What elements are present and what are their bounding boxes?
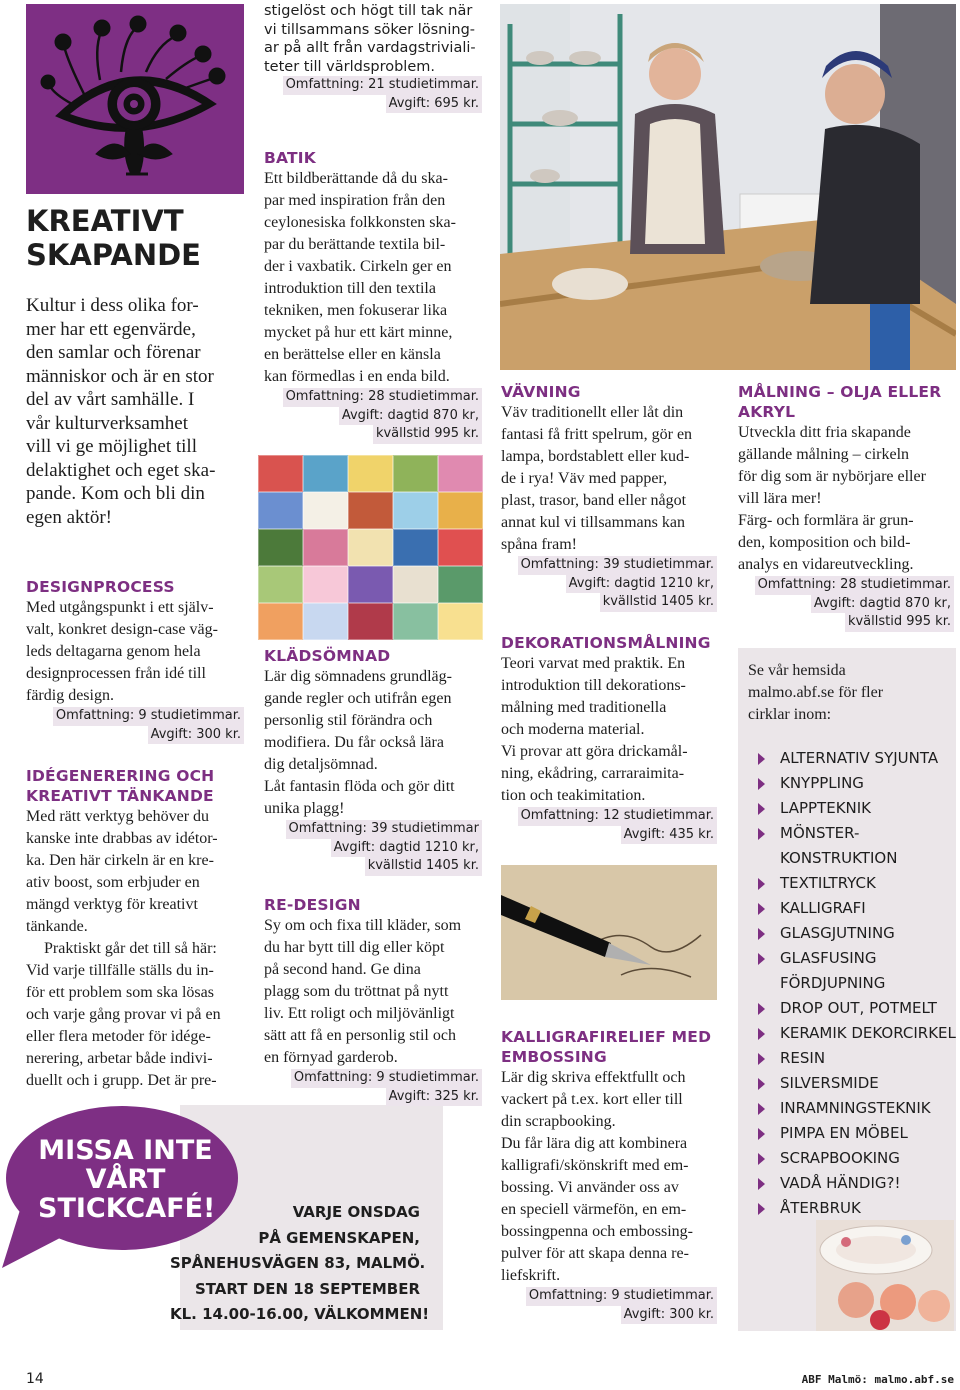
body-line: tion och teakimitation. — [501, 787, 646, 804]
body-line: fantasi få fritt spelrum, gör en — [501, 426, 693, 443]
quilt-patch — [258, 566, 303, 603]
meta-fee-evening: kvällstid 1405 kr. — [600, 593, 717, 612]
body-line: ar på allt från vardagstriviali- — [264, 40, 476, 56]
intro-line: vill vi ge möjlighet till — [26, 436, 197, 457]
quilt-patch — [258, 603, 303, 640]
intro-line: Kultur i dess olika for- — [26, 295, 199, 316]
circle-list-label: DROP OUT, POTMELT — [780, 999, 937, 1017]
title-line: SKAPANDE — [26, 238, 201, 272]
circle-list-label: TEXTILTRYCK — [780, 874, 876, 892]
intro-line: pande. Kom och bli din — [26, 483, 205, 504]
intro-line: människor och är en stor — [26, 365, 214, 387]
circle-list-item — [754, 771, 956, 796]
quilt-patch — [303, 455, 348, 492]
triangle-bullet-icon — [758, 928, 765, 940]
body-line: introduktion till dekorations- — [501, 677, 686, 694]
redesign-section — [264, 895, 482, 1106]
triangle-bullet-icon — [758, 1003, 765, 1015]
circle-list-item — [754, 1121, 956, 1146]
circle-list-label: RESIN — [780, 1049, 826, 1067]
box-line: malmo.abf.se för fler — [748, 684, 884, 701]
course-meta — [26, 707, 244, 744]
quilt-patch — [348, 566, 393, 603]
triangle-bullet-icon — [758, 903, 765, 915]
heading-line: AKRYL — [738, 403, 796, 421]
quilt-patch — [348, 603, 393, 640]
quilt-patch — [438, 529, 483, 566]
teacup-photo — [816, 1220, 954, 1331]
body-line: målning med traditionella — [501, 699, 667, 716]
box-line: cirklar inom: — [748, 706, 832, 723]
circle-list-label: GLASGJUTNING — [780, 924, 895, 942]
circle-list-label: VADÅ HÄNDIG?! — [780, 1174, 901, 1192]
body-line: sätt att få en personlig stil och — [264, 1027, 456, 1044]
quilt-patch — [393, 492, 438, 529]
meta-scope: Omfattning: 12 studietimmar. — [518, 807, 717, 826]
intro-line: den samlar och förenar — [26, 342, 201, 363]
more-circles-box — [738, 648, 956, 1331]
body-line: ka. Den här cirkeln är en kre- — [26, 852, 214, 869]
body-line: en förnyad garderob. — [264, 1049, 398, 1066]
section-heading: VÄVNING — [501, 383, 581, 401]
quilt-patch — [258, 529, 303, 566]
course-meta — [264, 388, 482, 444]
section-heading — [501, 1027, 717, 1067]
body-line: unika plagg! — [264, 800, 345, 817]
title-line: KREATIVT — [26, 204, 184, 238]
triangle-bullet-icon — [758, 828, 765, 840]
footer-source: ABF Malmö: malmo.abf.se — [801, 1373, 954, 1386]
logo-panel — [26, 4, 244, 194]
bubble-line: VÅRT — [85, 1164, 166, 1195]
col2-top-text — [264, 2, 482, 113]
intro-line: egen aktör! — [26, 506, 112, 528]
quilt-patch — [438, 566, 483, 603]
body-line: Teori varvat med praktik. En — [501, 655, 686, 672]
quilt-patch — [303, 603, 348, 640]
body-line: Lär dig skriva effektfullt och — [501, 1069, 686, 1086]
fountain-pen-photo — [501, 865, 717, 1000]
body-line: Med rätt verktyg behöver du — [26, 808, 210, 825]
quilt-patch — [348, 455, 393, 492]
body-line: spåna fram! — [501, 536, 577, 553]
body-line: eller flera metoder för idége- — [26, 1028, 211, 1045]
body-line: ativ boost, som erbjuder en — [26, 874, 200, 891]
course-meta — [264, 1069, 482, 1106]
malning-section — [738, 382, 954, 632]
course-meta — [264, 76, 482, 113]
meta-fee: Avgift: dagtid 1210 kr, — [331, 839, 482, 858]
body-line: leds deltagarna genom hela — [26, 643, 201, 660]
triangle-bullet-icon — [758, 1078, 765, 1090]
circle-list-label: KERAMIK DEKORCIRKEL — [780, 1024, 956, 1042]
body-line: Lär dig sömnadens grundläg- — [264, 668, 452, 685]
triangle-bullet-icon — [758, 1103, 765, 1115]
body-line: Med utgångspunkt i ett själv- — [26, 599, 214, 616]
body-line: Ett bildberättande då du ska- — [264, 170, 448, 187]
heading-line: KALLIGRAFIRELIEF MED — [501, 1028, 712, 1046]
body-line: mycket på hur ett kärt minne, — [264, 324, 453, 341]
body-line: en berättelse eller en känsla — [264, 346, 441, 363]
meta-fee: Avgift: 435 kr. — [621, 826, 717, 845]
intro-section — [26, 204, 246, 529]
circle-list-label: SCRAPBOOKING — [780, 1149, 900, 1167]
bubble-line: STICKCAFÉ! — [38, 1193, 216, 1224]
heading-line: KREATIVT TÄNKANDE — [26, 787, 214, 805]
intro-line: del av vårt samhälle. I — [26, 389, 195, 410]
body-line: Du får lära dig att kombinera — [501, 1135, 688, 1152]
triangle-bullet-icon — [758, 1203, 765, 1215]
body-line: på second hand. Ge dina — [264, 961, 421, 978]
body-line: gande regler och utifrån egen — [264, 690, 452, 707]
body-line: pulver för att skapa denna re- — [501, 1245, 689, 1262]
body-line: Låt fantasin flöda och gör ditt — [264, 778, 455, 795]
body-line: liv. Ett roligt och miljövänligt — [264, 1005, 455, 1022]
body-line: tänkande. — [26, 918, 88, 935]
meta-scope: Omfattning: 9 studietimmar. — [53, 707, 244, 726]
quilt-patch — [438, 603, 483, 640]
body-line: den, komposition och bild- — [738, 534, 911, 551]
body-line: färdig design. — [26, 687, 114, 704]
triangle-bullet-icon — [758, 778, 765, 790]
circle-list-item — [754, 1096, 956, 1121]
body-line: par med inspiration från den — [264, 192, 446, 209]
section-heading — [26, 766, 246, 806]
body-line: kan förmedlas i en enda bild. — [264, 368, 450, 385]
page-title — [26, 204, 246, 272]
body-line: Färg- och formlära är grun- — [738, 512, 914, 529]
meta-scope: Omfattning: 39 studietimmar. — [518, 556, 717, 575]
quilt-patch — [348, 529, 393, 566]
triangle-bullet-icon — [758, 953, 765, 965]
body-line: Utveckla ditt fria skapande — [738, 424, 911, 441]
pottery-photo — [500, 4, 956, 370]
section-heading: BATIK — [264, 149, 316, 167]
triangle-bullet-icon — [758, 803, 765, 815]
dekorationsmalning-section — [501, 633, 717, 844]
body-line: din scrapbooking. — [501, 1113, 616, 1130]
body-line: designprocessen från idé till — [26, 665, 206, 682]
circle-list-item — [754, 946, 956, 996]
body-line: en speciell värmefön, en em- — [501, 1201, 687, 1218]
circle-list-label: KNYPPLING — [780, 774, 864, 792]
intro-line: mer har ett egenvärde, — [26, 318, 196, 340]
course-meta — [501, 807, 717, 844]
quilt-patch — [438, 492, 483, 529]
quilt-photo — [258, 455, 483, 640]
teacup-illustration — [816, 1220, 954, 1331]
section-heading: RE-DESIGN — [264, 896, 361, 914]
meta-scope: Omfattning: 28 studietimmar. — [755, 576, 954, 595]
batik-section — [264, 148, 482, 444]
meta-fee-evening: kvällstid 995 kr. — [845, 613, 954, 632]
circle-list-item — [754, 1196, 956, 1221]
info-line: PÅ GEMENSKAPEN, — [258, 1228, 420, 1247]
circle-list-item — [754, 1171, 956, 1196]
info-line: SPÅNEHUSVÄGEN 83, MALMÖ. — [170, 1254, 426, 1272]
intro-line: delaktighet och eget ska- — [26, 459, 216, 481]
body-line: vi tillsammans söker lösning- — [264, 21, 476, 38]
info-line: KL. 14.00-16.00, VÄLKOMMEN! — [170, 1305, 430, 1323]
intro-line: vår kulturverksamhet — [26, 412, 188, 434]
triangle-bullet-icon — [758, 1178, 765, 1190]
section-heading: DEKORATIONSMÅLNING — [501, 634, 711, 652]
triangle-bullet-icon — [758, 1128, 765, 1140]
intro-text — [26, 294, 246, 529]
circle-list-label: PIMPA EN MÖBEL — [780, 1124, 908, 1142]
circle-list-label: MÖNSTER- KONSTRUKTION — [780, 824, 898, 867]
body-line: annat kul vi tillsammans kan — [501, 514, 685, 531]
meta-fee: Avgift: dagtid 1210 kr, — [566, 575, 717, 594]
circle-list-item — [754, 796, 956, 821]
quilt-patch — [348, 492, 393, 529]
stickcafe-info — [170, 1200, 430, 1328]
body-line: par du berättande textila bil- — [264, 236, 446, 253]
quilt-patch — [258, 455, 303, 492]
circle-list-label: INRAMNINGSTEKNIK — [780, 1099, 931, 1117]
body-line: för ett problem som ska lösas — [26, 984, 214, 1001]
course-meta — [501, 1287, 717, 1324]
circle-list-item — [754, 921, 956, 946]
body-line: och varje gång provar vi på en — [26, 1006, 221, 1023]
body-line: der i vaxbatik. Cirkeln ger en — [264, 258, 452, 275]
body-line: bossingpenna och embossing- — [501, 1223, 693, 1240]
triangle-bullet-icon — [758, 878, 765, 890]
section-heading: KLÄDSÖMNAD — [264, 647, 391, 665]
meta-fee: Avgift: 300 kr. — [148, 726, 244, 745]
meta-fee: Avgift: 300 kr. — [621, 1306, 717, 1325]
body-line: de i rya! Väv med papper, — [501, 470, 668, 487]
heading-line: EMBOSSING — [501, 1048, 607, 1066]
meta-fee: Avgift: dagtid 870 kr, — [339, 407, 482, 426]
course-meta — [501, 556, 717, 612]
body-line: Praktiskt går det till så här: — [44, 940, 217, 957]
body-line: introduktion till den textila — [264, 280, 436, 297]
bubble-line: MISSA INTE — [38, 1135, 213, 1166]
triangle-bullet-icon — [758, 753, 765, 765]
eye-flower-logo — [26, 4, 244, 194]
circle-list-label: ALTERNATIV SYJUNTA — [780, 749, 939, 767]
heading-line: IDÉGENERERING OCH — [26, 767, 215, 785]
circle-list-label: ÅTERBRUK — [780, 1199, 861, 1217]
body-line: teter till världsproblem. — [264, 58, 435, 75]
body-line: modifiera. Du får också lära — [264, 734, 444, 751]
body-line: vackert på t.ex. kort eller till — [501, 1091, 683, 1108]
kalligrafi-section — [501, 1027, 717, 1324]
quilt-patch — [393, 603, 438, 640]
pottery-illustration — [500, 4, 956, 370]
meta-fee: Avgift: 695 kr. — [386, 95, 482, 114]
body-line: du har bytt till dig eller köpt — [264, 939, 445, 956]
body-line: Sy om och fixa till kläder, som — [264, 917, 462, 934]
circle-list-item — [754, 1146, 956, 1171]
triangle-bullet-icon — [758, 1028, 765, 1040]
body-line: tekniken, men fokuserar lika — [264, 302, 448, 319]
meta-scope: Omfattning: 21 studietimmar. — [283, 76, 482, 95]
body-line: gällande målning – cirkeln — [738, 446, 910, 463]
body-line: nerering, arbetar både indivi- — [26, 1050, 213, 1067]
section-heading — [738, 382, 954, 422]
heading-line: MÅLNING – OLJA ELLER — [738, 383, 942, 401]
body-line: valt, konkret design-case väg- — [26, 621, 218, 638]
circle-list-item — [754, 896, 956, 921]
meta-scope: Omfattning: 9 studietimmar. — [291, 1069, 482, 1088]
section-heading: DESIGNPROCESS — [26, 578, 175, 596]
body-line: dig detaljsömnad. — [264, 756, 378, 773]
body-line: Väv traditionellt eller låt din — [501, 404, 684, 421]
circle-list-label: KALLIGRAFI — [780, 899, 866, 917]
idegenerering-section — [26, 766, 246, 1092]
body-line: duellt och i grupp. Det är pre- — [26, 1072, 217, 1089]
pen-illustration — [501, 865, 717, 1000]
circle-list-item — [754, 871, 956, 896]
circle-list-label: GLASFUSING FÖRDJUPNING — [780, 949, 886, 992]
meta-fee: Avgift: dagtid 870 kr, — [811, 595, 954, 614]
circle-list-item — [754, 996, 956, 1021]
meta-fee-evening: kvällstid 1405 kr. — [365, 857, 482, 876]
quilt-grid — [258, 455, 483, 640]
body-line: lampa, bordstablett eller kud- — [501, 448, 690, 465]
circle-list-item — [754, 1046, 956, 1071]
body-line: för dig som är nybörjare eller — [738, 468, 926, 485]
circle-list-item — [754, 821, 956, 871]
quilt-patch — [393, 529, 438, 566]
body-line: plast, trasor, band eller något — [501, 492, 687, 509]
circle-list-item — [754, 746, 956, 771]
circle-list-item — [754, 1021, 956, 1046]
circle-list — [754, 746, 956, 1221]
designprocess-section — [26, 577, 244, 744]
quilt-patch — [258, 492, 303, 529]
vavning-section — [501, 382, 717, 612]
triangle-bullet-icon — [758, 1053, 765, 1065]
body-line: Vid varje tillfälle ställs du in- — [26, 962, 214, 979]
quilt-patch — [303, 566, 348, 603]
body-line: ning, ekådring, carraraimita- — [501, 765, 685, 782]
info-line: START DEN 18 SEPTEMBER — [194, 1279, 420, 1298]
body-line: och moderna material. — [501, 721, 645, 738]
meta-scope: Omfattning: 39 studietimmar — [286, 820, 482, 839]
meta-fee: Avgift: 325 kr. — [386, 1088, 482, 1107]
circle-list-label: LAPPTEKNIK — [780, 799, 872, 817]
meta-fee-evening: kvällstid 995 kr. — [373, 425, 482, 444]
body-line: ceylonesiska folkkonsten ska- — [264, 214, 456, 231]
body-line: liefskrift. — [501, 1267, 561, 1284]
quilt-patch — [438, 455, 483, 492]
triangle-bullet-icon — [758, 1153, 765, 1165]
course-meta — [264, 820, 482, 876]
quilt-patch — [303, 492, 348, 529]
body-line: analys en vidareutveckling. — [738, 556, 914, 573]
body-line: plagg som du tröttnat på nytt — [264, 983, 449, 1000]
quilt-patch — [393, 455, 438, 492]
box-line: Se vår hemsida — [748, 662, 846, 679]
body-line: bossing. Vi använder oss av — [501, 1179, 679, 1196]
meta-scope: Omfattning: 28 studietimmar. — [283, 388, 482, 407]
body-line: vill lära mer! — [738, 490, 822, 507]
body-line: personlig stil förändra och — [264, 712, 433, 729]
body-line: kalligrafi/skönskrift med em- — [501, 1157, 689, 1174]
quilt-patch — [303, 529, 348, 566]
page-number: 14 — [26, 1371, 44, 1387]
body-line: kanske inte drabbas av idétor- — [26, 830, 218, 847]
circle-list-label: SILVERSMIDE — [780, 1074, 879, 1092]
info-line: VARJE ONSDAG — [292, 1203, 420, 1221]
meta-scope: Omfattning: 9 studietimmar. — [526, 1287, 717, 1306]
body-line: mängd verktyg för kreativt — [26, 896, 198, 913]
kladsomnad-section — [264, 646, 482, 876]
body-line: Vi provar att göra drickamål- — [501, 743, 688, 760]
circle-list-item — [754, 1071, 956, 1096]
course-meta — [738, 576, 954, 632]
body-line: stigelöst och högt till tak när — [264, 3, 473, 19]
quilt-patch — [393, 566, 438, 603]
